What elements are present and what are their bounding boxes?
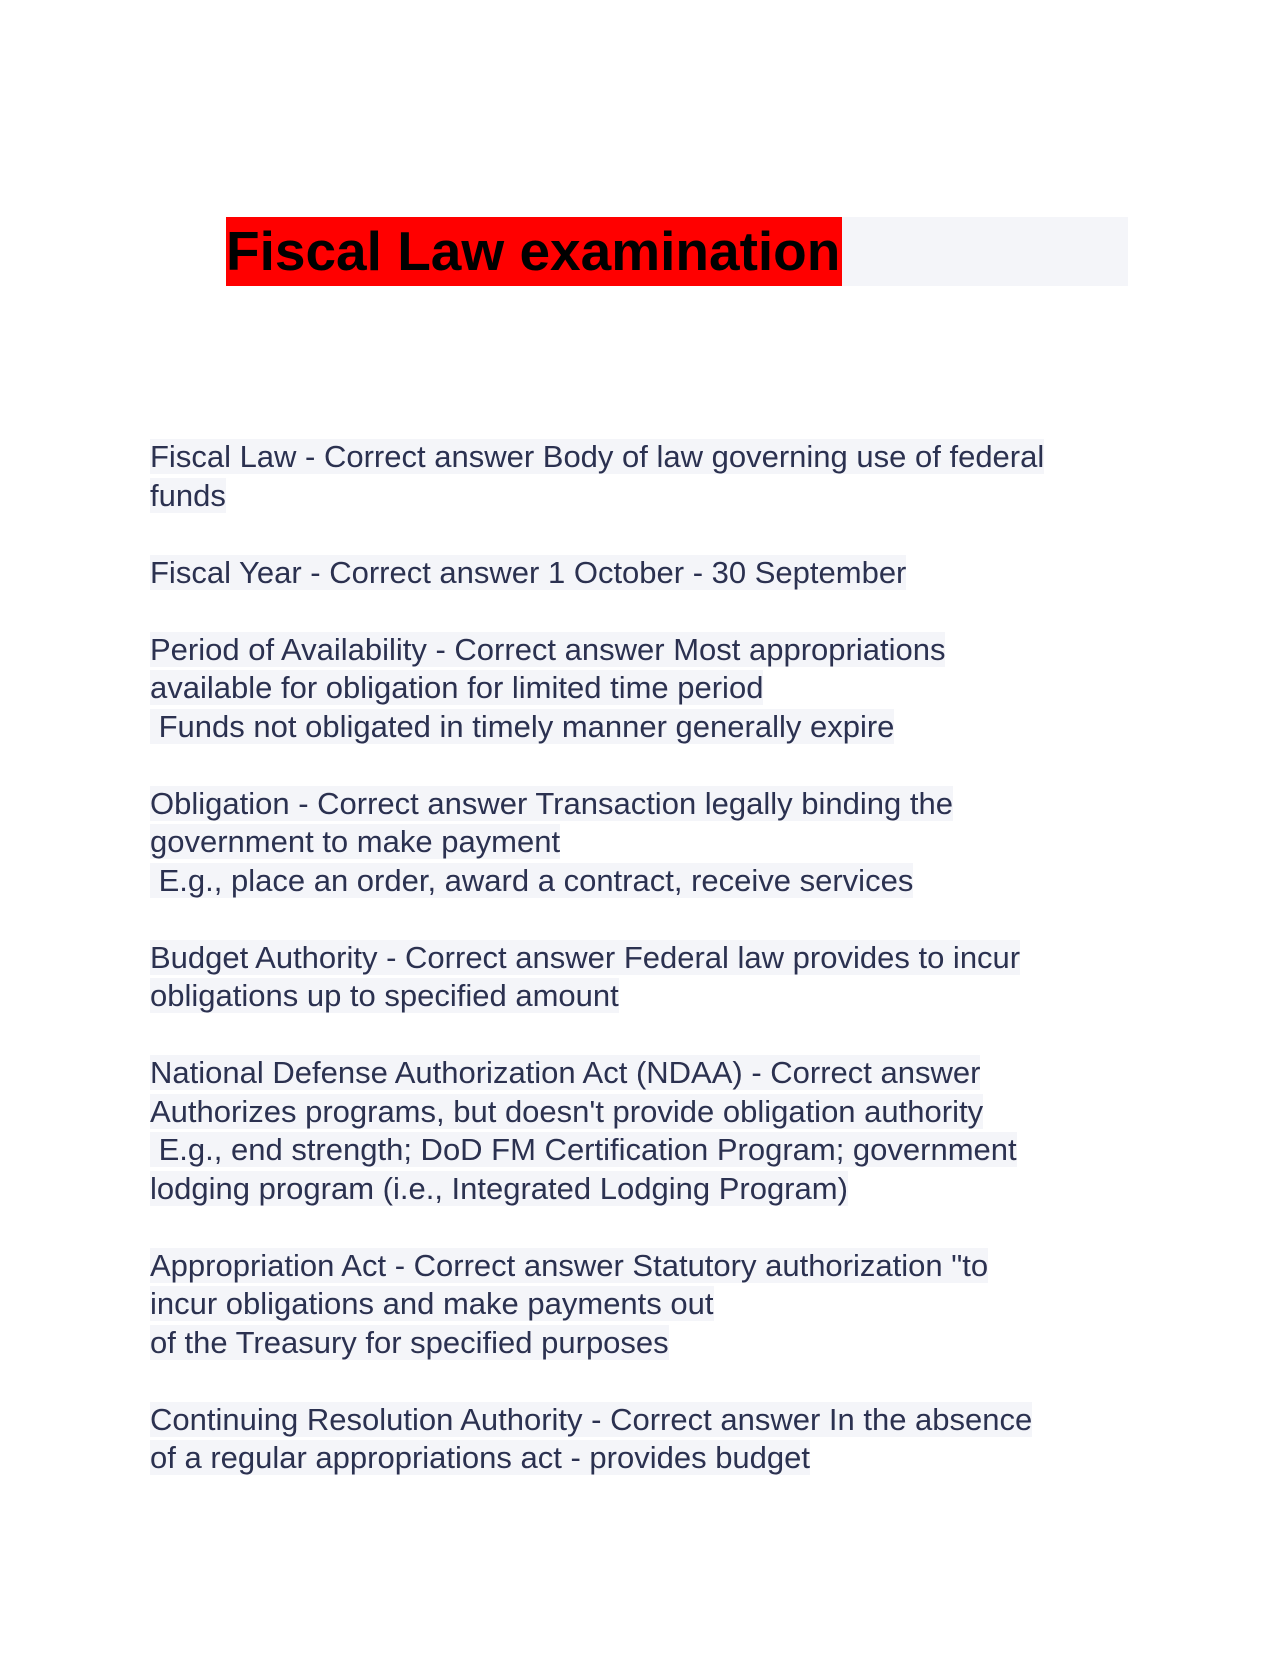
entry-line: National Defense Authorization Act (NDAA) - Correct answer [150,1055,981,1090]
entry-line: Continuing Resolution Authority - Correct answer In the absence [150,1401,1033,1437]
entry-line: government to make payment [150,824,561,859]
entry-line: of the Treasury for specified purposes [150,1324,669,1360]
entry-line: E.g., place an order, award a contract, receive services [150,862,914,898]
entry-line: Funds not obligated in timely manner generally expire [150,708,895,744]
entry-line: Authorizes programs, but doesn't provide obligation authority [150,1093,984,1129]
entry-line: funds [150,477,226,513]
entry-line: Budget Authority - Correct answer Federal law provides to incur [150,939,1021,975]
entry-list [150,438,1140,1516]
entry-line: Fiscal Law - Correct answer Body of law governing use of federal [150,439,1045,474]
entry-fiscal-law [150,438,1140,515]
entry-ndaa [150,1054,1140,1208]
document-title: Fiscal Law examination [226,217,842,286]
entry-line: Obligation - Correct answer Transaction legally binding the [150,785,953,821]
entry-budget-authority [150,939,1140,1016]
entry-line: available for obligation for limited time period [150,670,764,705]
entry-line: Period of Availability - Correct answer Most appropriations [150,631,946,667]
entry-obligation [150,785,1140,901]
entry-line: Fiscal Year - Correct answer 1 October - 30 September [150,554,907,590]
entry-line: lodging program (i.e., Integrated Lodging Program) [150,1170,848,1206]
entry-period-of-availability [150,631,1140,747]
entry-line: obligations up to specified amount [150,978,619,1013]
entry-continuing-resolution-authority [150,1401,1140,1478]
entry-line: incur obligations and make payments out [150,1286,714,1321]
entry-fiscal-year [150,554,1140,593]
entry-line: of a regular appropriations act - provides budget [150,1440,811,1475]
entry-line: E.g., end strength; DoD FM Certification Program; government [150,1132,1017,1167]
entry-appropriation-act [150,1247,1140,1363]
entry-line: Appropriation Act - Correct answer Statutory authorization "to [150,1247,989,1283]
